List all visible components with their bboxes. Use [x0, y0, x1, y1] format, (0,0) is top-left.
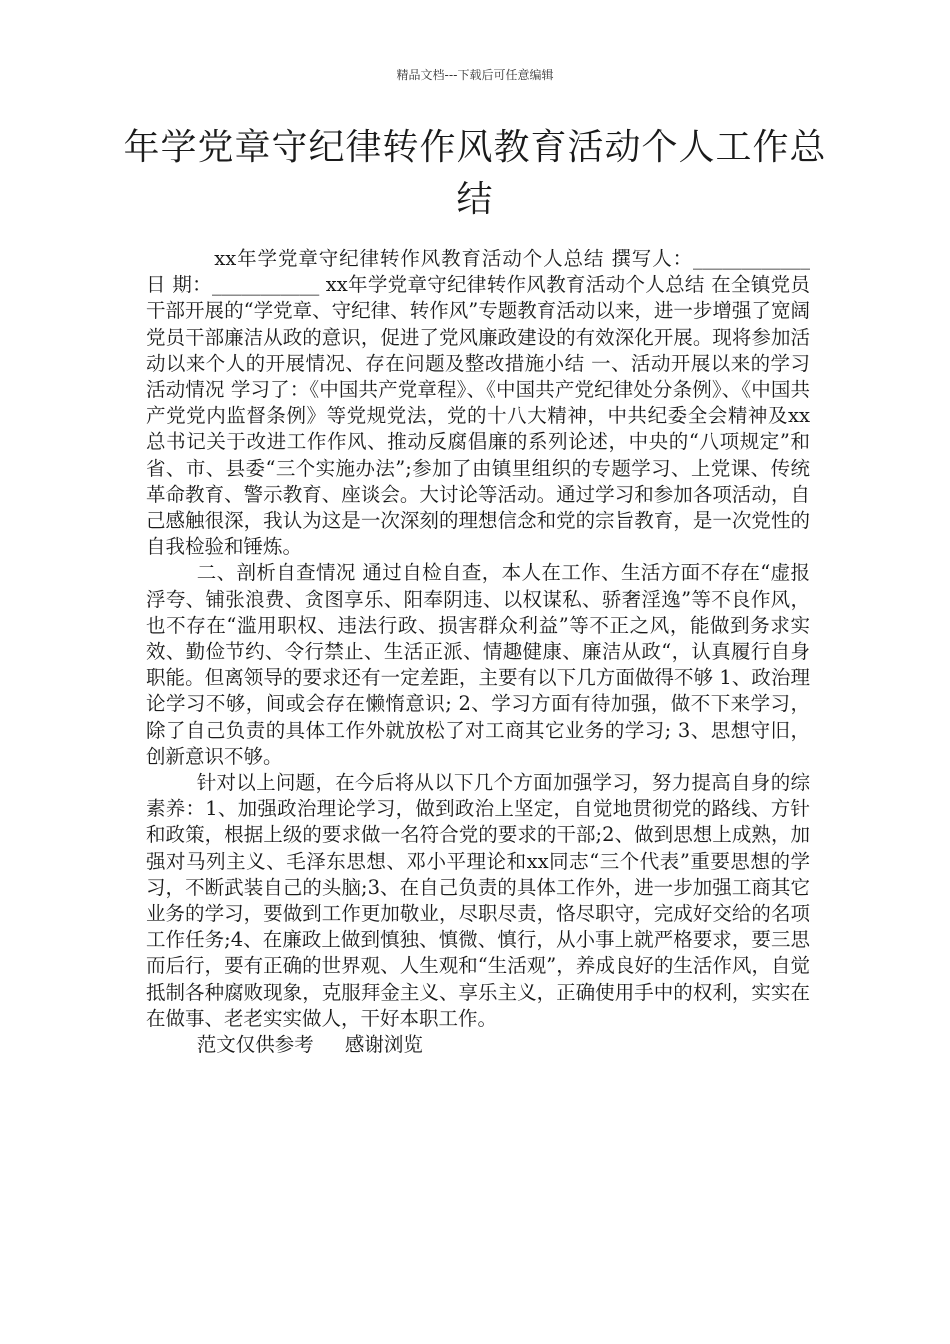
- footer-thanks-note: 感谢浏览: [344, 1033, 423, 1057]
- paragraph-improvement: 针对以上问题，在今后将从以下几个方面加强学习，努力提高自身的综素养：1、加强政治理论学习，做到政治上坚定，自觉地贯彻党的路线、方针和政策，根据上级的要求做一名符合党的要求的干部;2、做到思想上成熟，加强对马列主义、毛泽东思想、邓小平理论和xx同志“三个代表”重要思想的学习，不断武装自己的头脑;3、在自己负责的具体工作外，进一步加强工商其它业务的学习，要做到工作更加敬业，尽职尽责，恪尽职守，完成好交给的名项工作任务;4、在廉政上做到慎独、慎微、慎行，从小事上就严格要求，要三思而后行，要有正确的世界观、人生观和“生活观”，养成良好的生活作风，自觉抵制各种腐败现象，克服拜金主义、享乐主义，正确使用手中的权利，实实在在做事、老老实实做人，干好本职工作。: [146, 771, 810, 1030]
- footer-reference-note: 范文仅供参考: [196, 1033, 314, 1057]
- document-footer: [146, 1032, 810, 1058]
- paragraph-intro: xx年学党章守纪律转作风教育活动个人总结 撰写人：____________ 日 期：___________ xx年学党章守纪律转作风教育活动个人总结 在全镇党员干部开展的“学党章、守纪律、转作风”专题教育活动以来，进一步增强了宽阔党员干部廉洁从政的意识，促进了党风廉政建设的有效深化开展。现将参加活动以来个人的开展情况、存在问题及整改措施小结 一、活动开展以来的学习活动情况 学习了：《中国共产党章程》、《中国共产党纪律处分条例》、《中国共产党党内监督条例》等党规党法，党的十八大精神，中共纪委全会精神及xx总书记关于改进工作作风、推动反腐倡廉的系列论述，中央的“八项规定”和省、市、县委“三个实施办法”;参加了由镇里组织的专题学习、上党课、传统革命教育、警示教育、座谈会。大讨论等活动。通过学习和参加各项活动，自己感触很深，我认为这是一次深刻的理想信念和党的宗旨教育，是一次党性的自我检验和锤炼。: [146, 247, 810, 559]
- page-header: 精品文档---下载后可任意编辑: [396, 68, 554, 82]
- document-title: 年学党章守纪律转作风教育活动个人工作总结: [123, 127, 827, 220]
- paragraph-self-check: 二、剖析自查情况 通过自检自查，本人在工作、生活方面不存在“虚报浮夸、铺张浪费、贪图享乐、阳奉阴违、以权谋私、骄奢淫逸”等不良作风，也不存在“滥用职权、违法行政、损害群众利益”等不正之风，能做到务求实效、勤俭节约、令行禁止、生活正派、情趣健康、廉洁从政“，认真履行自身职能。但离领导的要求还有一定差距，主要有以下几方面做得不够 1、政治理论学习不够，间或会存在懒惰意识; 2、学习方面有待加强，做不下来学习，除了自己负责的具体工作外就放松了对工商其它业务的学习; 3、思想守旧，创新意识不够。: [146, 561, 810, 768]
- document-body: [146, 246, 810, 1058]
